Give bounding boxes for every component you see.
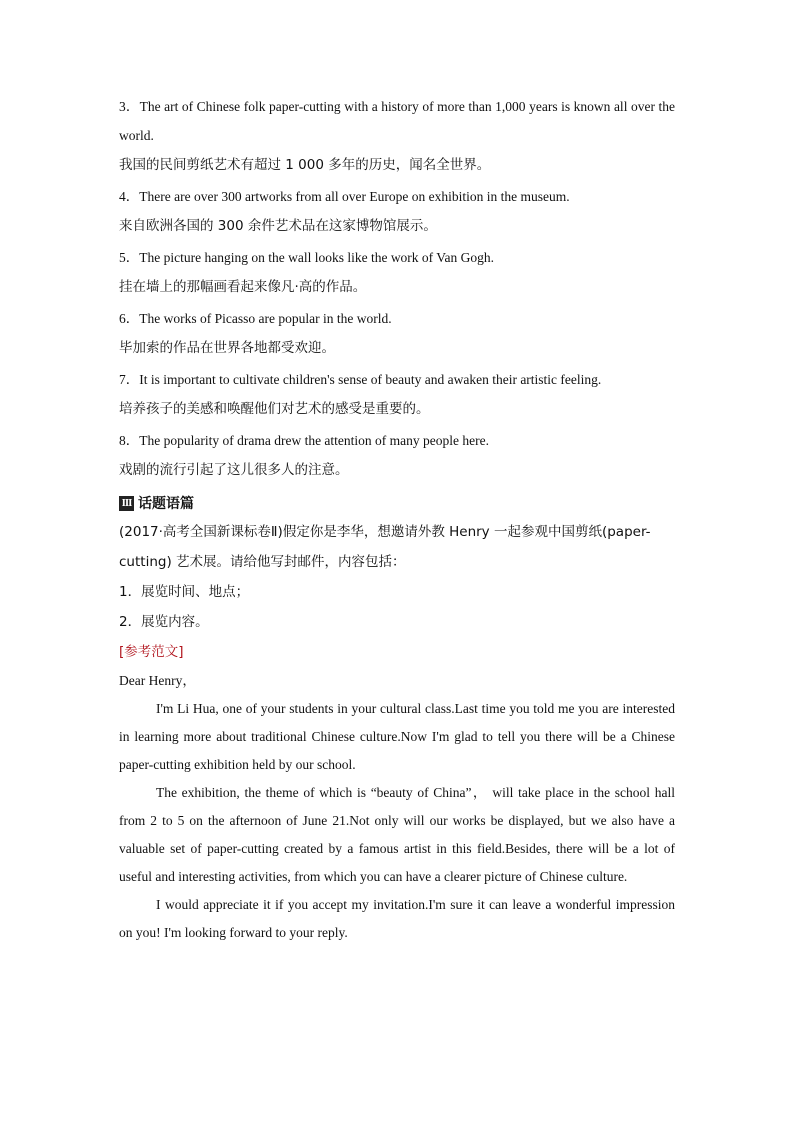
requirement-1: 1．展览时间、地点；: [119, 584, 250, 600]
letter-paragraph-3: I would appreciate it if you accept my invitation.I'm sure it can leave a wonderful impression on you! I'm looking forward to your reply.: [119, 897, 675, 940]
sentence-3-en: 3．The art of Chinese folk paper-cutting with a history of more than 1,000 years is known all over the world.: [119, 99, 675, 143]
sentence-6-zh: 毕加索的作品在世界各地都受欢迎。: [119, 340, 335, 356]
letter-paragraph-2: The exhibition, the theme of which is “beauty of China”， will take place in the school hall from 2 to 5 on the afternoon of June 21.Not only will our works be displayed, but we also have a valuable set of paper-cutting created by a famous artist in this field.Besides, there will be a lot of useful and interesting activities, from which you can have a clearer picture of Chinese culture.: [119, 785, 675, 884]
sentence-8-zh: 戏剧的流行引起了这儿很多人的注意。: [119, 462, 349, 478]
sentence-8-en: 8．The popularity of drama drew the attention of many people here.: [119, 433, 489, 448]
requirement-2: 2．展览内容。: [119, 614, 209, 630]
section-title: 话题语篇: [138, 496, 194, 512]
sentence-5-zh: 挂在墙上的那幅画看起来像凡·高的作品。: [119, 279, 367, 295]
section-heading: [119, 489, 675, 517]
sentence-5-en: 5．The picture hanging on the wall looks like the work of Van Gogh.: [119, 250, 495, 265]
section-number-badge: III: [119, 496, 134, 511]
sentence-7-en: 7．It is important to cultivate children's sense of beauty and awaken their artistic feeling.: [119, 372, 602, 387]
task-text: 假定你是李华，想邀请外教 Henry 一起参观中国剪纸(paper-cutting) 艺术展。请给他写封邮件，内容包括：: [119, 524, 651, 570]
letter-paragraph-1: I'm Li Hua, one of your students in your cultural class.Last time you told me you are interested in learning more about traditional Chinese culture.Now I'm glad to tell you there will be a Chinese paper-cutting exhibition held by our school.: [119, 701, 675, 772]
sentence-7-zh: 培养孩子的美感和唤醒他们对艺术的感受是重要的。: [119, 401, 430, 417]
sentence-6-en: 6．The works of Picasso are popular in the world.: [119, 311, 392, 326]
task-source: (2017·高考全国新课标卷Ⅱ): [119, 524, 283, 540]
sentence-4-en: 4．There are over 300 artworks from all over Europe on exhibition in the museum.: [119, 189, 570, 204]
document-content: [119, 92, 675, 947]
sentence-3-zh: 我国的民间剪纸艺术有超过 1 000 多年的历史，闻名全世界。: [119, 157, 491, 173]
letter-salutation: Dear Henry，: [119, 673, 196, 688]
reference-label: [参考范文]: [119, 644, 184, 660]
sentence-4-zh: 来自欧洲各国的 300 余件艺术品在这家博物馆展示。: [119, 218, 437, 234]
writing-task: [119, 517, 675, 577]
